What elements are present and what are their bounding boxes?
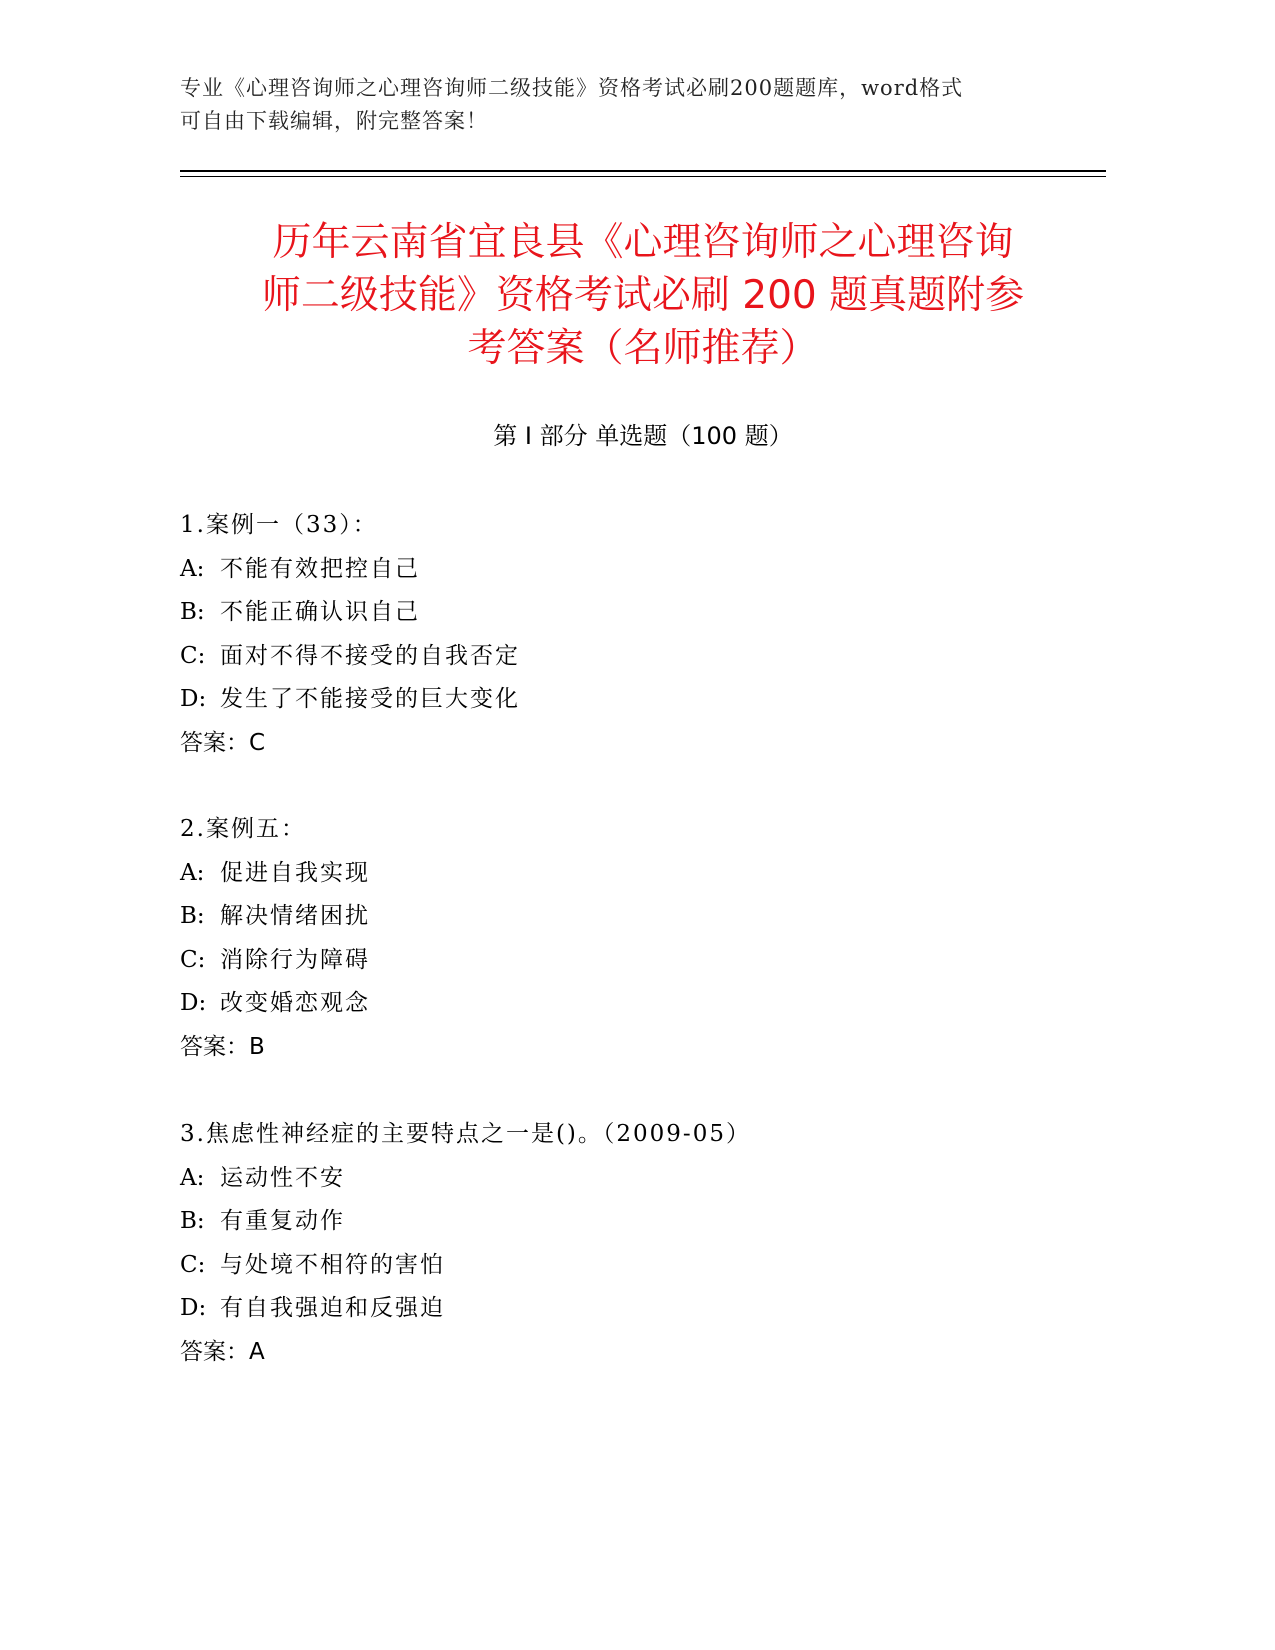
option-letter: B: xyxy=(180,599,205,625)
option-letter: C: xyxy=(180,642,206,669)
option-text: 不能有效把控自己 xyxy=(220,555,420,582)
document-title xyxy=(180,216,1106,375)
question-1 xyxy=(180,504,1080,765)
option-b xyxy=(180,591,1080,635)
answer-line: 答案：C xyxy=(180,729,266,756)
header-divider-thin xyxy=(180,176,1106,177)
question-stem: 3.焦虑性神经症的主要特点之一是()。（2009-05） xyxy=(180,1121,751,1147)
header-note-line-2: 可自由下载编辑，附完整答案！ xyxy=(180,109,488,133)
option-text: 解决情绪困扰 xyxy=(220,903,370,929)
option-a xyxy=(180,852,1080,896)
option-text: 有自我强迫和反强迫 xyxy=(220,1295,445,1321)
option-letter: C: xyxy=(180,1251,206,1278)
answer-line: 答案：B xyxy=(180,1033,265,1060)
option-c xyxy=(180,635,1080,679)
option-letter: D: xyxy=(180,686,207,712)
option-text: 促进自我实现 xyxy=(220,859,370,886)
option-text: 与处境不相符的害怕 xyxy=(220,1251,445,1278)
option-text: 运动性不安 xyxy=(220,1164,345,1191)
option-letter: B: xyxy=(180,1208,205,1234)
option-text: 面对不得不接受的自我否定 xyxy=(220,642,520,669)
answer-line: 答案：A xyxy=(180,1338,265,1365)
option-c xyxy=(180,1244,1080,1288)
header-divider-thick xyxy=(180,170,1106,172)
question-2 xyxy=(180,808,1080,1069)
option-letter: B: xyxy=(180,903,205,929)
option-letter: A: xyxy=(180,555,205,582)
option-b xyxy=(180,895,1080,939)
question-3 xyxy=(180,1113,1080,1374)
option-letter: D: xyxy=(180,990,207,1016)
option-letter: D: xyxy=(180,1295,207,1321)
document-title-line-1: 历年云南省宜良县《心理咨询师之心理咨询 xyxy=(272,220,1014,265)
question-stem: 1.案例一（33）： xyxy=(180,512,378,538)
option-d xyxy=(180,1287,1080,1331)
option-text: 有重复动作 xyxy=(220,1208,345,1234)
option-text: 改变婚恋观念 xyxy=(220,990,370,1016)
option-text: 消除行为障碍 xyxy=(220,946,370,973)
option-c xyxy=(180,939,1080,983)
option-a xyxy=(180,548,1080,592)
header-note-line-1: 专业《心理咨询师之心理咨询师二级技能》资格考试必刷200题题库，word格式 xyxy=(180,76,964,100)
document-title-line-3: 考答案（名师推荐） xyxy=(467,326,819,371)
document-title-line-2: 师二级技能》资格考试必刷 200 题真题附参 xyxy=(261,273,1025,318)
option-b xyxy=(180,1200,1080,1244)
header-note xyxy=(180,72,1030,138)
option-d xyxy=(180,678,1080,722)
option-text: 不能正确认识自己 xyxy=(220,599,420,625)
question-stem: 2.案例五： xyxy=(180,816,306,842)
option-letter: A: xyxy=(180,859,205,886)
option-letter: A: xyxy=(180,1164,205,1191)
option-text: 发生了不能接受的巨大变化 xyxy=(220,686,520,712)
option-letter: C: xyxy=(180,946,206,973)
option-a xyxy=(180,1157,1080,1201)
section-heading: 第 I 部分 单选题（100 题） xyxy=(493,422,793,450)
option-d xyxy=(180,982,1080,1026)
